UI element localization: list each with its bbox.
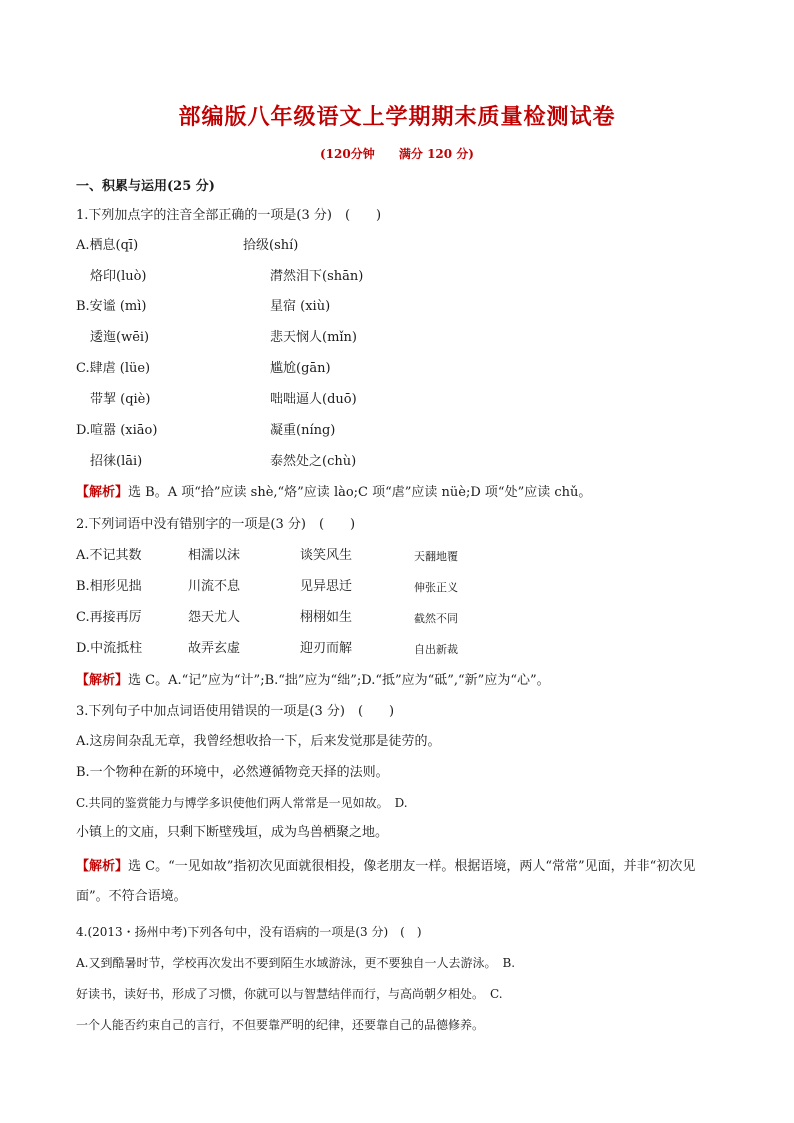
q1-option-d4: 泰然处之(chù) (270, 454, 357, 469)
q3-analysis-continued: 面”。不符合语境。 (76, 889, 187, 904)
q2-row-c-3: 栩栩如生 (300, 610, 353, 625)
exam-time: (120分钟 (319, 147, 375, 161)
q2-row-c-1: C.再接再厉 (76, 610, 142, 625)
q2-row-d-4: 自出新裁 (414, 643, 458, 656)
q2-row-a-4: 天翻地覆 (414, 550, 458, 563)
q3-option-d: 小镇上的文庙，只剩下断壁残垣，成为鸟兽栖聚之地。 (76, 825, 389, 840)
q4-option-b: 好读书，读好书，形成了习惯，你就可以与智慧结伴而行，与高尚朝夕相处。 C. (76, 987, 503, 1001)
exam-title: 部编版八年级语文上学期期末质量检测试卷 (178, 105, 616, 130)
q1-option-b1: B.安谧 (mì) (76, 299, 147, 314)
q3-option-a: A.这房间杂乱无章，我曾经想收拾一下，后来发觉那是徒劳的。 (76, 734, 441, 749)
q1-option-d1: D.喧嚣 (xiāo) (76, 423, 158, 438)
q1-option-d3: 招徕(lāi) (90, 454, 143, 469)
q2-row-d-3: 迎刃而解 (300, 641, 353, 656)
q2-row-a-3: 谈笑风生 (300, 548, 353, 563)
exam-score: 满分 120 分) (398, 147, 474, 161)
q1-analysis (76, 484, 591, 502)
q1-option-c3: 带挈 (qiè) (90, 392, 151, 407)
q2-row-d-2: 故弄玄虚 (188, 641, 241, 656)
q4-stem: 4.(2013・扬州中考)下列各句中，没有语病的一项是(3 分) ( ) (76, 925, 422, 939)
q1-option-a4: 潸然泪下(shān) (270, 269, 364, 284)
q1-option-c1: C.肆虐 (lüe) (76, 361, 151, 376)
q4-option-a: A.又到酷暑时节，学校再次发出不要到陌生水域游泳，更不要独自一人去游泳。 B. (76, 956, 516, 970)
q3-option-b: B.一个物种在新的环境中，必然遵循物竞天择的法则。 (76, 765, 389, 780)
q1-option-b3: 逶迤(wēi) (90, 330, 150, 345)
q1-option-a3: 烙印(luò) (90, 269, 147, 284)
analysis-text: 选 C。“一见如故”指初次见面就很相投，像老朋友一样。根据语境，两人“常常”见面，并非“初次见 (128, 859, 696, 874)
q1-stem: 1.下列加点字的注音全部正确的一项是(3 分) ( ) (76, 208, 382, 223)
q2-row-c-2: 怨天尤人 (188, 610, 241, 625)
q1-option-b2: 星宿 (xiù) (270, 299, 331, 314)
analysis-text: 选 C。A.“记”应为“计”;B.“拙”应为“绌”;D.“抵”应为“砥”,“新”应为“心”。 (128, 673, 550, 688)
q2-row-a-2: 相濡以沫 (188, 548, 241, 563)
q2-analysis (76, 672, 550, 690)
analysis-label: 【解析】 (76, 859, 129, 874)
q2-row-c-4: 截然不同 (414, 612, 458, 625)
q4-option-c: 一个人能否约束自己的言行，不但要靠严明的纪律，还要靠自己的品德修养。 (76, 1018, 485, 1032)
q2-row-b-4: 伸张正义 (414, 581, 458, 594)
q2-row-b-2: 川流不息 (188, 579, 241, 594)
q3-stem: 3.下列句子中加点词语使用错误的一项是(3 分) ( ) (76, 704, 395, 719)
q2-row-b-3: 见异思迁 (300, 579, 353, 594)
q1-option-d2: 凝重(níng) (270, 423, 336, 438)
analysis-label: 【解析】 (76, 485, 129, 500)
q1-option-b4: 悲天悯人(mǐn) (270, 330, 358, 345)
section-heading: 一、积累与运用(25 分) (76, 179, 215, 194)
q1-option-a1: A.栖息(qī) (76, 238, 139, 253)
q1-option-c2: 尴尬(gān) (270, 361, 331, 376)
analysis-text: 选 B。A 项“拾”应读 shè,“烙”应读 lào;C 项“虐”应读 nüè;D 项“处”应读 chǔ。 (128, 485, 592, 500)
q2-row-b-1: B.相形见拙 (76, 579, 142, 594)
q2-row-a-1: A.不记其数 (76, 548, 142, 563)
analysis-label: 【解析】 (76, 673, 129, 688)
q1-option-c4: 咄咄逼人(duō) (270, 392, 357, 407)
q2-stem: 2.下列词语中没有错别字的一项是(3 分) ( ) (76, 517, 356, 532)
q3-analysis (76, 858, 695, 876)
q2-row-d-1: D.中流抵柱 (76, 641, 143, 656)
exam-subtitle (0, 145, 794, 162)
q1-option-a2: 拾级(shí) (243, 238, 299, 253)
q3-option-c: C.共同的鉴赏能力与博学多识使他们两人常常是一见如故。 D. (76, 796, 408, 810)
